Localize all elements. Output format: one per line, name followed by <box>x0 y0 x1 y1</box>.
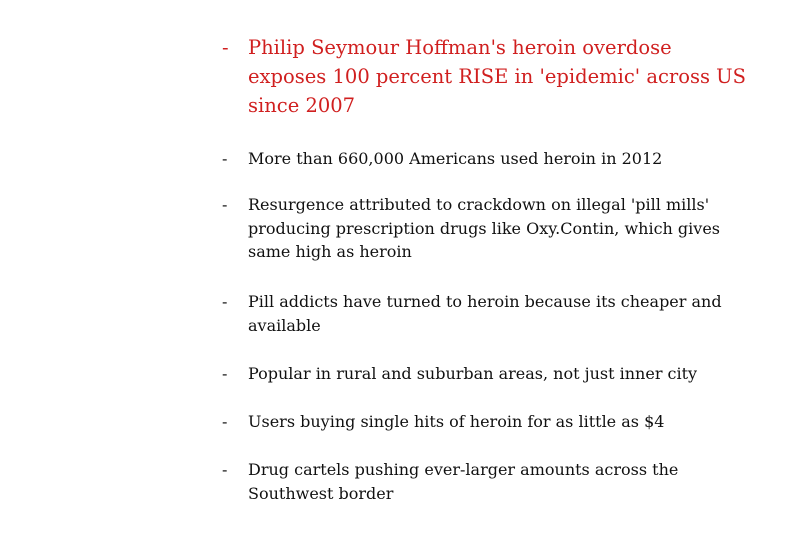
bullet-text: Resurgence attributed to crackdown on illegal 'pill mills' producing prescription drugs like Oxy.Contin, which gives same high as heroin <box>248 195 720 261</box>
bullet-text: Drug cartels pushing ever-larger amounts across the Southwest border <box>248 460 679 503</box>
bullet-text: Popular in rural and suburban areas, not just inner city <box>248 364 698 383</box>
bullet-marker: - <box>222 36 229 59</box>
bullet-item <box>222 458 802 505</box>
bullet-marker: - <box>222 195 228 214</box>
bullet-text: Users buying single hits of heroin for as little as $4 <box>248 412 665 431</box>
bullet-item <box>222 362 802 386</box>
bullet-item <box>222 193 802 264</box>
bullet-item <box>222 410 802 434</box>
bullet-text: Philip Seymour Hoffman's heroin overdose exposes 100 percent RISE in 'epidemic' across US since 2007 <box>248 36 746 117</box>
bullet-text: Pill addicts have turned to heroin because its cheaper and available <box>248 292 722 335</box>
bullet-marker: - <box>222 292 228 311</box>
bullet-headline <box>222 33 802 120</box>
bullet-item <box>222 147 802 171</box>
bullet-marker: - <box>222 412 228 431</box>
bullet-text: More than 660,000 Americans used heroin in 2012 <box>248 149 663 168</box>
bullet-marker: - <box>222 460 228 479</box>
bullet-item <box>222 290 802 337</box>
bullet-marker: - <box>222 364 228 383</box>
bullet-marker: - <box>222 149 228 168</box>
